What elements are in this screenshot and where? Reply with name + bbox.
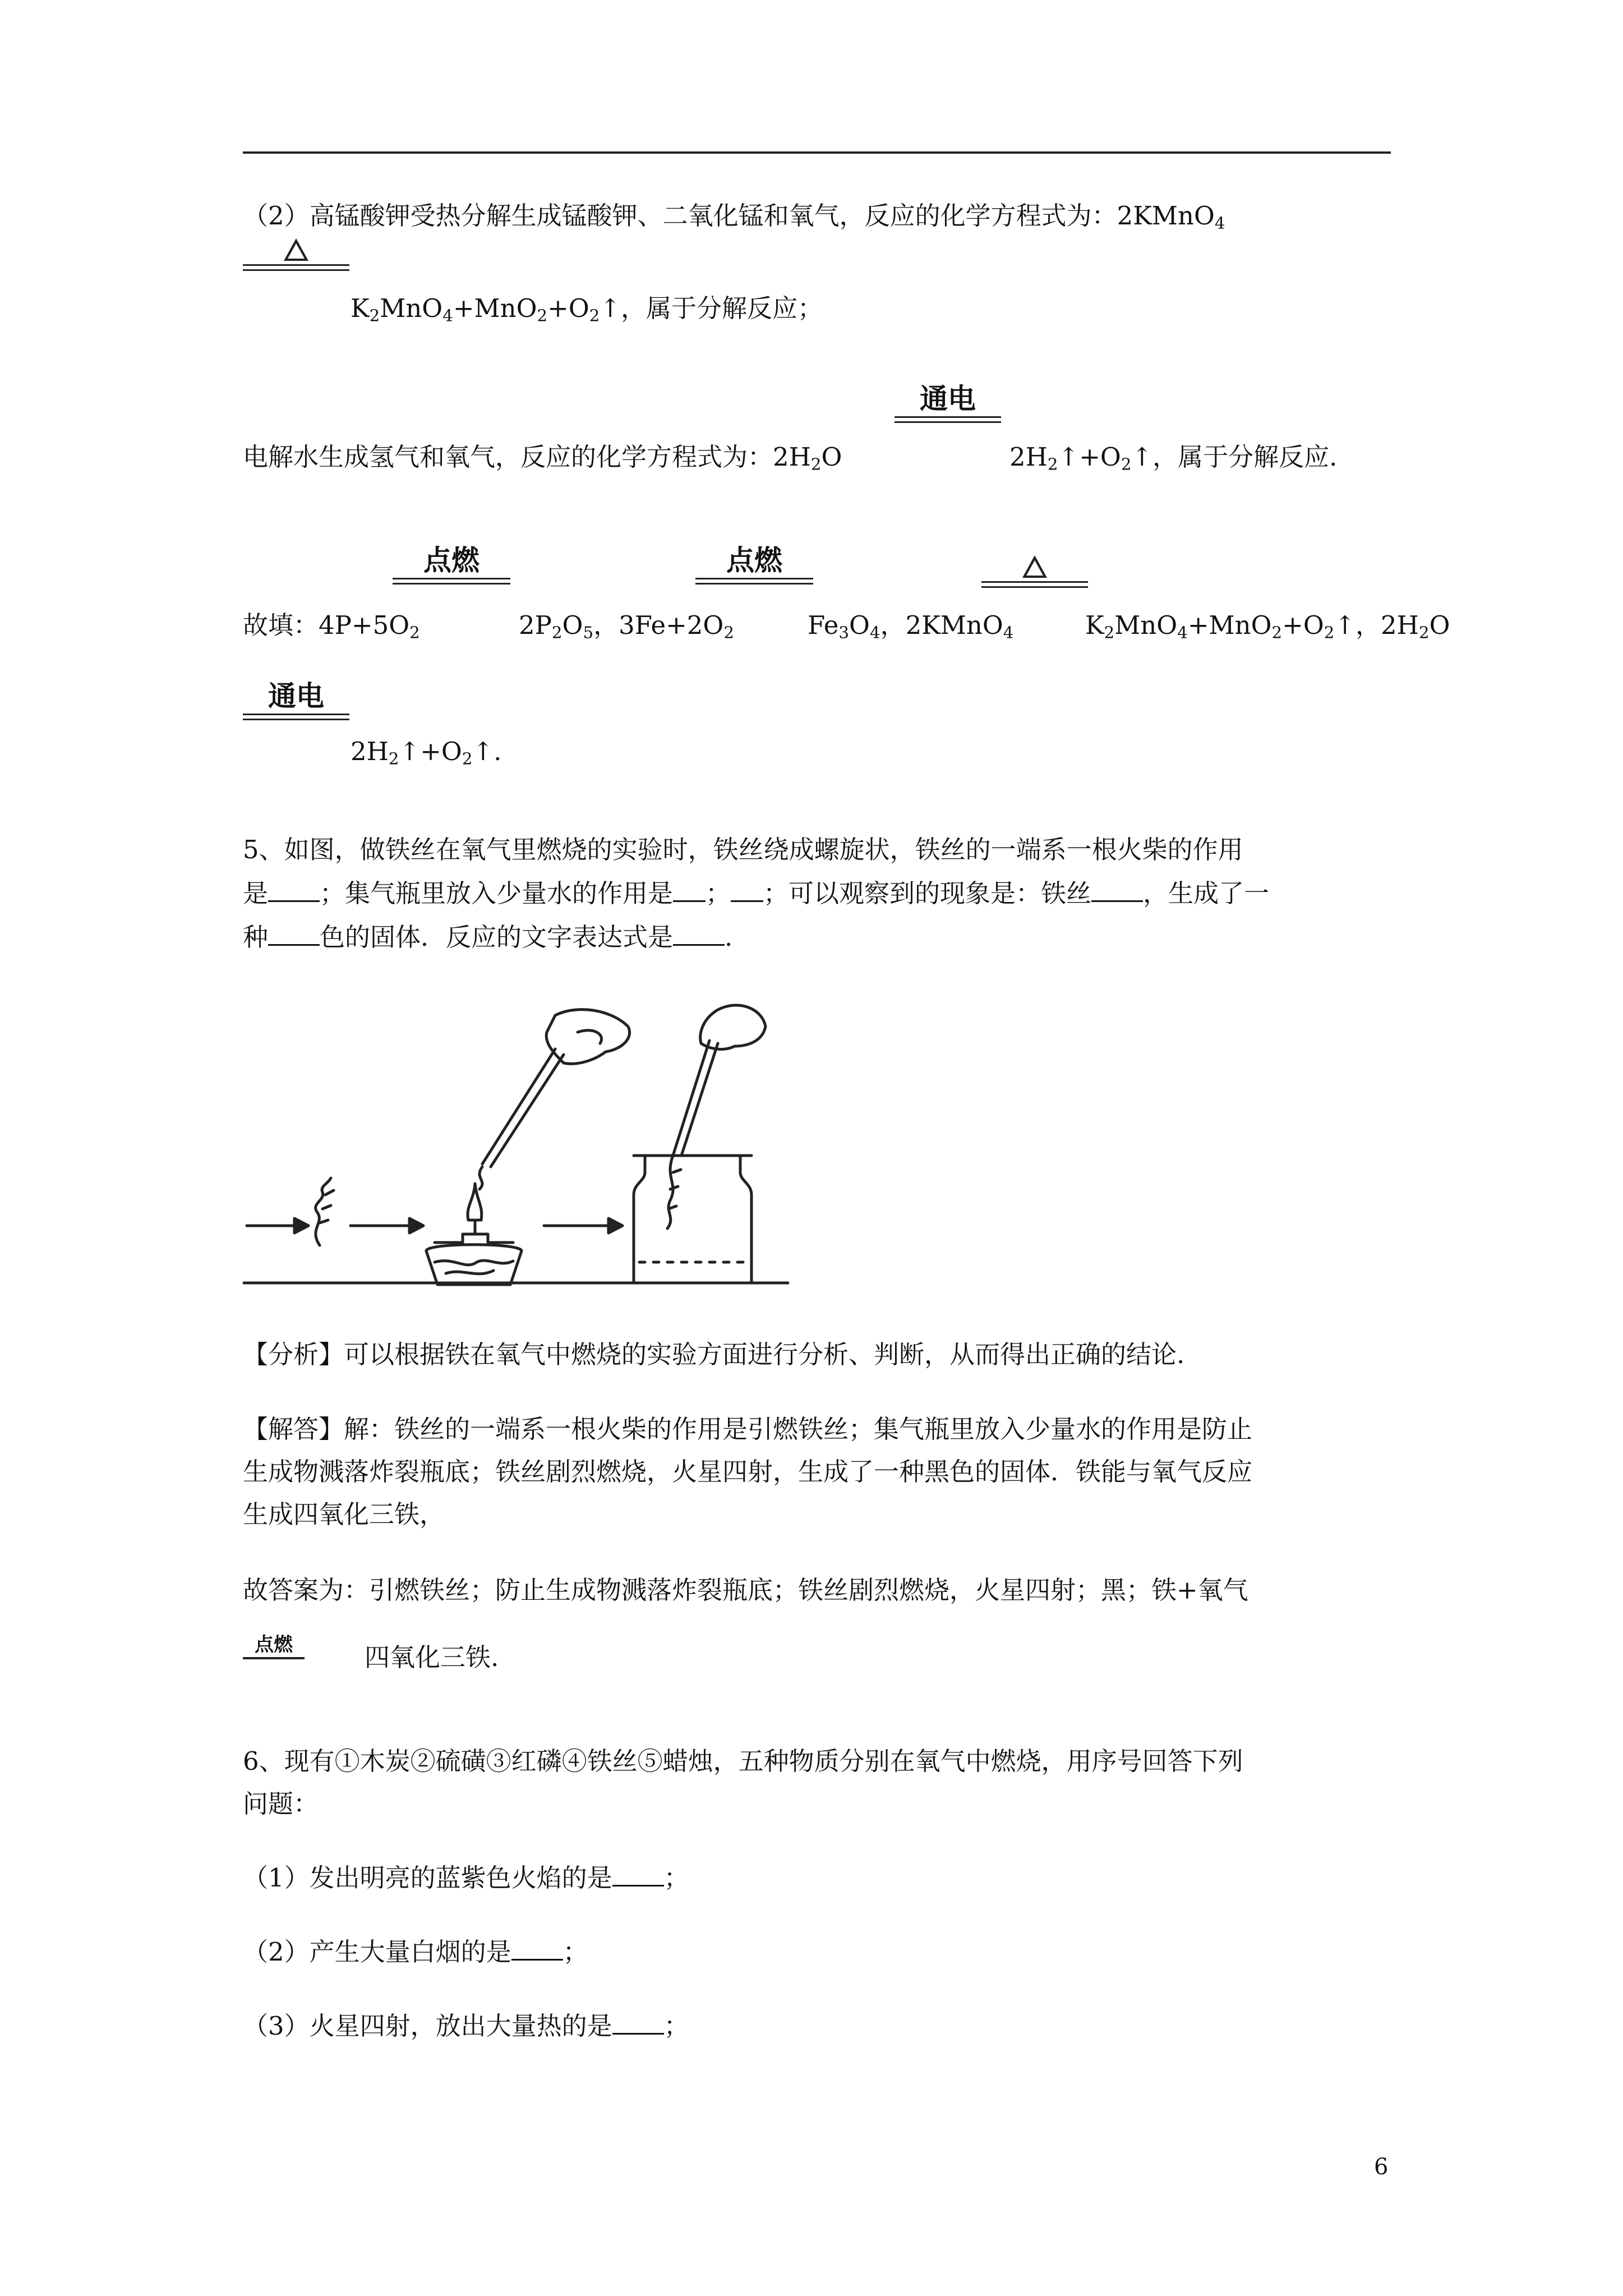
- q5-final-line-1: 故答案为：引燃铁丝；防止生成物溅落炸裂瓶底；铁丝剧烈燃烧，火星四射；黑；铁+氧气: [243, 1575, 1248, 1605]
- arrow-icon: [608, 1218, 623, 1233]
- double-line: [393, 578, 510, 585]
- alcohol-lamp-icon: [435, 1234, 513, 1243]
- double-line: [695, 578, 813, 585]
- answer-blank[interactable]: [1091, 879, 1143, 902]
- eq-line-2: $K_2MnO_4+MnO_2+O_2↑$，属于分解反应；: [351, 293, 823, 325]
- q6-item-3: （3）火星四射，放出大量热的是 ；: [243, 2011, 689, 2041]
- answer-blank[interactable]: [511, 1938, 563, 1961]
- coiled-wire-icon: [316, 1178, 331, 1245]
- electrolysis-condition-2: [243, 679, 349, 720]
- q5-answer-line-2: 生成物溅落炸裂瓶底；铁丝剧烈燃烧，火星四射，生成了一种黑色的固体．铁能与氧气反应: [243, 1457, 1253, 1487]
- coiled-wire-icon: [667, 1156, 673, 1228]
- eq-line-4d: $K_2MnO_4+MnO_2+O_2↑$，$2H_2O$: [1085, 610, 1450, 642]
- arrow-line: [243, 1657, 305, 1659]
- heat-triangle-icon: [284, 238, 308, 261]
- q5-line-2: 是 ；集气瓶里放入少量水的作用是 ； ；可以观察到的现象是：铁丝 ，生成了一: [243, 878, 1270, 908]
- electrolysis-label: 通电: [920, 383, 976, 415]
- q6-line-2: 问题：: [243, 1789, 319, 1819]
- iron-wire-experiment-figure: [241, 987, 808, 1301]
- answer-blank[interactable]: [268, 879, 320, 902]
- q5-final-line-2: 四氧化三铁.: [365, 1642, 499, 1672]
- tongs-icon: [673, 1041, 718, 1156]
- arrow-icon: [409, 1218, 423, 1233]
- ignite-label: 点燃: [255, 1634, 293, 1656]
- eq-line-4c: $Fe_3O_4$，2KMnO$_4$: [808, 610, 1014, 642]
- answer-blank[interactable]: [612, 1864, 664, 1887]
- ignite-label: 点燃: [423, 544, 479, 577]
- electrolysis-condition: [895, 381, 1001, 423]
- gas-bottle-icon: [634, 1156, 751, 1283]
- ignite-label: 点燃: [726, 544, 782, 577]
- q5-line-3: 种 色的固体．反应的文字表达式是 .: [243, 922, 733, 952]
- eq-line-4a: 故填：$4P+5O_2$: [243, 610, 420, 642]
- answer-blank[interactable]: [673, 879, 706, 902]
- tongs-icon: [482, 1049, 564, 1167]
- eq-line-3b: $2H_2↑+O_2↑$，属于分解反应.: [1009, 442, 1338, 474]
- heat-triangle-icon: [1022, 555, 1047, 578]
- q5-analysis: 【分析】可以根据铁在氧气中燃烧的实验方面进行分析、判断，从而得出正确的结论.: [243, 1340, 1185, 1369]
- electrolysis-label: 通电: [268, 680, 324, 712]
- ignite-condition-3: [243, 1632, 305, 1659]
- ignite-condition-1: [393, 543, 510, 585]
- q5-line-1: 5、如图，做铁丝在氧气里燃烧的实验时，铁丝绕成螺旋状，铁丝的一端系一根火柴的作用: [243, 835, 1243, 864]
- answer-blank[interactable]: [731, 879, 763, 902]
- q5-answer-line-1: 【解答】解：铁丝的一端系一根火柴的作用是引燃铁丝；集气瓶里放入少量水的作用是防止: [243, 1414, 1253, 1444]
- double-line: [243, 714, 349, 720]
- eq-line-5: $2H_2↑+O_2↑$.: [351, 737, 502, 769]
- heat-condition-2: [981, 555, 1088, 588]
- q5-answer-line-3: 生成四氧化三铁，: [243, 1499, 445, 1529]
- double-line: [895, 416, 1001, 423]
- hand-icon: [546, 1010, 629, 1064]
- header-rule: [243, 151, 1391, 154]
- eq-line-4b: $2P_2O_5$，$3Fe+2O_2$: [519, 610, 734, 642]
- answer-blank[interactable]: [673, 923, 725, 946]
- heat-condition: [243, 238, 349, 271]
- ignite-condition-2: [695, 543, 813, 585]
- answer-blank[interactable]: [268, 923, 320, 946]
- arrow-icon: [294, 1218, 308, 1233]
- eq-line-1: （2）高锰酸钾受热分解生成锰酸钾、二氧化锰和氧气，反应的化学方程式为：2KMnO$_4$: [243, 201, 1225, 233]
- answer-blank[interactable]: [612, 2012, 664, 2035]
- eq-line-3a: 电解水生成氢气和氧气，反应的化学方程式为：$2H_2O$: [243, 442, 842, 474]
- q6-item-1: （1）发出明亮的蓝紫色火焰的是 ；: [243, 1863, 689, 1893]
- q6-item-2: （2）产生大量白烟的是 ；: [243, 1937, 588, 1967]
- double-line: [243, 264, 349, 271]
- double-line: [981, 581, 1088, 588]
- page-number: 6: [1374, 2154, 1389, 2180]
- q6-line-1: 6、现有①木炭②硫磺③红磷④铁丝⑤蜡烛，五种物质分别在氧气中燃烧，用序号回答下列: [243, 1746, 1243, 1776]
